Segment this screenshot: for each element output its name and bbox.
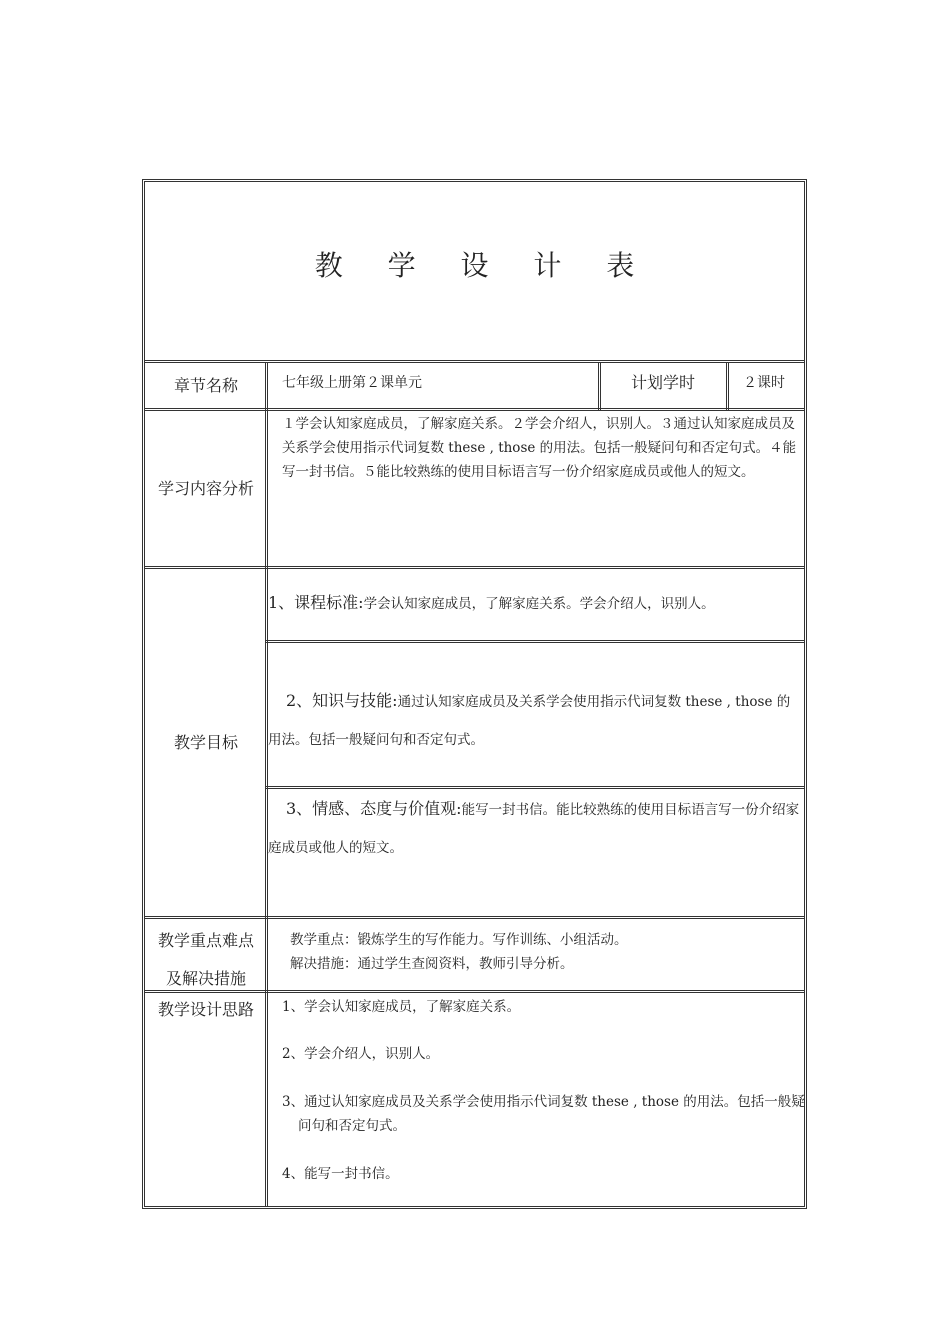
row-divider xyxy=(145,916,804,919)
goal-2-heading: 2、知识与技能: xyxy=(286,691,398,710)
goal-divider xyxy=(265,786,804,789)
key-difficulties-label xyxy=(145,922,267,998)
row-divider xyxy=(145,360,804,363)
planned-hours-label: 计划学时 xyxy=(630,373,695,392)
row-divider xyxy=(145,408,804,411)
goal-divider xyxy=(265,640,804,643)
design-idea-label: 教学设计思路 xyxy=(157,1000,254,1019)
design-idea-item: 2、学会介绍人，识别人。 xyxy=(282,1046,440,1062)
chapter-name-label: 章节名称 xyxy=(173,376,238,395)
table-title: 教 学 设 计 表 xyxy=(314,249,653,282)
goal-1-text: 学会认知家庭成员，了解家庭关系。学会介绍人，识别人。 xyxy=(363,596,715,612)
key-difficulties-label-line1: 教学重点难点 xyxy=(157,931,254,950)
goal-2 xyxy=(268,682,803,759)
teaching-goals-label: 教学目标 xyxy=(173,733,238,752)
hours-value-divider xyxy=(726,362,729,410)
row-divider xyxy=(145,566,804,569)
content-analysis-text: １学会认知家庭成员，了解家庭关系。２学会介绍人，识别人。３通过认知家庭成员及关系学会使用指示代词复数 these , those 的用法。包括一般疑问句和否定句式。４能写一封书信。５能比较熟练的使用目标语言写一份介绍家庭成员或他人的短文。 xyxy=(282,416,797,480)
goal-3-heading: 3、情感、态度与价值观: xyxy=(286,799,462,818)
chapter-name-value: 七年级上册第２课单元 xyxy=(282,375,422,391)
content-analysis-label: 学习内容分析 xyxy=(157,479,254,498)
design-table xyxy=(142,179,807,1209)
goal-1-heading: 1、课程标准: xyxy=(268,593,364,612)
design-idea-item: 4、能写一封书信。 xyxy=(282,1166,399,1182)
goal-1 xyxy=(268,591,803,616)
solution-text: 解决措施：通过学生查阅资料，教师引导分析。 xyxy=(290,956,574,972)
planned-hours-value: ２课时 xyxy=(743,375,785,391)
teaching-focus-text: 教学重点：锻炼学生的写作能力。写作训练、小组活动。 xyxy=(290,932,628,948)
goal-2-text: 通过认知家庭成员及关系学会使用指示代词复数 these , those 的用法。包括一般疑问句和否定句式。 xyxy=(268,694,791,748)
goal-3 xyxy=(268,790,803,867)
design-idea-item: 1、学会认知家庭成员，了解家庭关系。 xyxy=(282,999,521,1015)
goal-3-text: 能写一封书信。能比较熟练的使用目标语言写一份介绍家庭成员或他人的短文。 xyxy=(268,802,800,856)
key-difficulties-label-line2: 及解决措施 xyxy=(165,969,246,988)
design-idea-item: 3、通过认知家庭成员及关系学会使用指示代词复数 these , those 的用法。包括一般疑问句和否定句式。 xyxy=(282,1094,805,1134)
